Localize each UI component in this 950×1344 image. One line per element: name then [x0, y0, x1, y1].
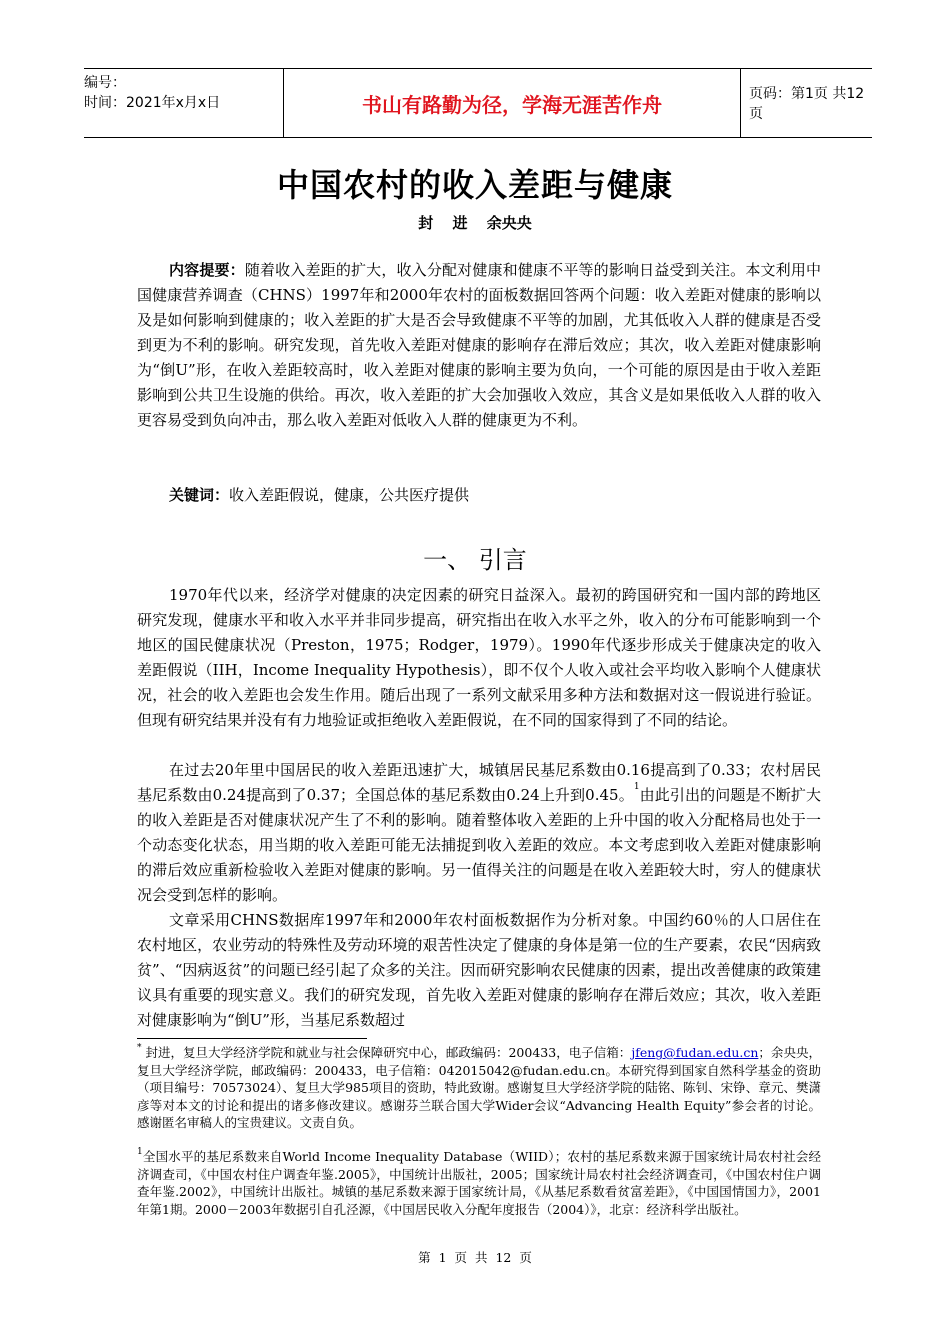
footnote-divider [137, 1038, 367, 1039]
body-paragraph-1: 1970年代以来，经济学对健康的决定因素的研究日益深入。最初的跨国研究和一国内部的跨地区研究发现，健康水平和收入水平并非同步提高，研究指出在收入水平之外，收入的分布可能影响到一个地区的国民健康状况（Preston，1975；Rodger，1979）。1990年代逐步形成关于健康决定的收入差距假说（IIH，Income Inequality Hypothesis），即不仅个人收入或社会平均收入影响个人健康状况，社会的收入差距也会发生作用。随后出现了一系列文献采用多种方法和数据对这一假说进行验证。但现有研究结果并没有有力地验证或拒绝收入差距假说，在不同的国家得到了不同的结论。 [137, 586, 821, 729]
footnote-author-text-a: 封进，复旦大学经济学院和就业与社会保障研究中心，邮政编码：200433，电子信箱： [141, 1045, 632, 1060]
footnote-author-text-b: ；余央央，复旦大学经济学院，邮政编码：200433，电子信箱：042015042@fudan.edu.cn。本研究得到国家自然科学基金的资助（项目编号：70573024）、复旦大学985项目的资助，特此致谢。感谢复旦大学经济学院的陆铭、陈钊、宋铮、章元、樊潇彦等对本文的讨论和提出的诸多修改建议。感谢芬兰联合国大学Wider会议“Advancing Health Equity”参会者的讨论。感谢匿名审稿人的宝贵建议。文责自负。 [137, 1045, 821, 1130]
body-paragraph-2 [137, 758, 821, 908]
header-page-info: 页码：第1页 共12页 [749, 86, 865, 122]
p2-text-after: 由此引出的问题是不断扩大的收入差距是否对健康状况产生了不利的影响。随着整体收入差距的上升中国的收入分配格局也处于一个动态变化状态，用当期的收入差距可能无法捕捉到收入差距的效应。本文考虑到收入差距对健康影响的滞后效应重新检验收入差距对健康的影响。另一值得关注的问题是在收入差距较大时，穷人的健康状况会受到怎样的影响。 [137, 786, 821, 904]
abstract-text: 随着收入差距的扩大，收入分配对健康和健康不平等的影响日益受到关注。本文利用中国健康营养调查（CHNS）1997年和2000年农村的面板数据回答两个问题：收入差距对健康的影响以及是如何影响到健康的；收入差距的扩大是否会导致健康不平等的加剧，尤其低收入人群的健康是否受到更为不利的影响。研究发现，首先收入差距对健康的影响存在滞后效应；其次，收入差距对健康影响为“倒U”形，在收入差距较高时，收入差距对健康的影响主要为负向，一个可能的原因是由于收入差距影响到公共卫生设施的供给。再次，收入差距的扩大会加强收入效应，其含义是如果低收入人群的收入更容易受到负向冲击，那么收入差距对低收入人群的健康更为不利。 [137, 261, 821, 429]
header-meta-cell [84, 69, 284, 137]
paper-authors: 封 进 余央央 [418, 214, 532, 232]
footnote-1-text: 全国水平的基尼系数来自World Income Inequality Database（WIID）；农村的基尼系数来源于国家统计局农村社会经济调查司，《中国农村住户调查年鉴.2005》，中国统计出版社，2005；国家统计局农村社会经济调查司，《中国农村住户调查年鉴.2002》，中国统计出版社。城镇的基尼系数来源于国家统计局，《从基尼系数看贫富差距》，《中国国情国力》，2001年第1期。2000－2003年数据引自孔泾源，《中国居民收入分配年度报告（2004）》，北京：经济科学出版社。 [137, 1149, 821, 1217]
page-header-table [84, 68, 872, 138]
p2-text-before: 在过去20年里中国居民的收入差距迅速扩大，城镇居民基尼系数由0.16提高到了0.33；农村居民基尼系数由0.24提高到了0.37；全国总体的基尼系数由0.24上升到0.45。 [137, 761, 821, 804]
page-footer: 第 1 页 共 12 页 [418, 1250, 532, 1265]
footnote-mark-star: * [137, 1043, 142, 1053]
paper-title: 中国农村的收入差距与健康 [276, 166, 673, 204]
section-heading: 一、 引言 [423, 546, 527, 574]
number-label: 编号： [84, 75, 126, 91]
abstract [137, 258, 821, 433]
body-paragraph-3: 文章采用CHNS数据库1997年和2000年农村面板数据作为分析对象。中国约60％的人口居住在农村地区，农业劳动的特殊性及劳动环境的艰苦性决定了健康的身体是第一位的生产要素，农民“因病致贫”、“因病返贫”的问题已经引起了众多的关注。因而研究影响农民健康的因素，提出改善健康的政策建议具有重要的现实意义。我们的研究发现，首先收入差距对健康的影响存在滞后效应；其次，收入差距对健康影响为“倒U”形，当基尼系数超过 [137, 911, 821, 1029]
footnote-1 [137, 1148, 821, 1218]
footnote-mark-1: 1 [137, 1147, 143, 1157]
header-motto: 书山有路勤为径，学海无涯苦作舟 [284, 69, 741, 137]
footnote-ref-1[interactable]: 1 [633, 782, 640, 792]
footnote-author [137, 1044, 821, 1132]
time-label: 时间：2021年x月x日 [84, 95, 221, 111]
keywords-text: 收入差距假说，健康，公共医疗提供 [229, 486, 470, 504]
email-link[interactable]: jfeng@fudan.edu.cn [631, 1045, 759, 1060]
keywords [137, 483, 821, 508]
keywords-label: 关键词： [169, 486, 230, 504]
abstract-label: 内容提要： [169, 261, 245, 279]
